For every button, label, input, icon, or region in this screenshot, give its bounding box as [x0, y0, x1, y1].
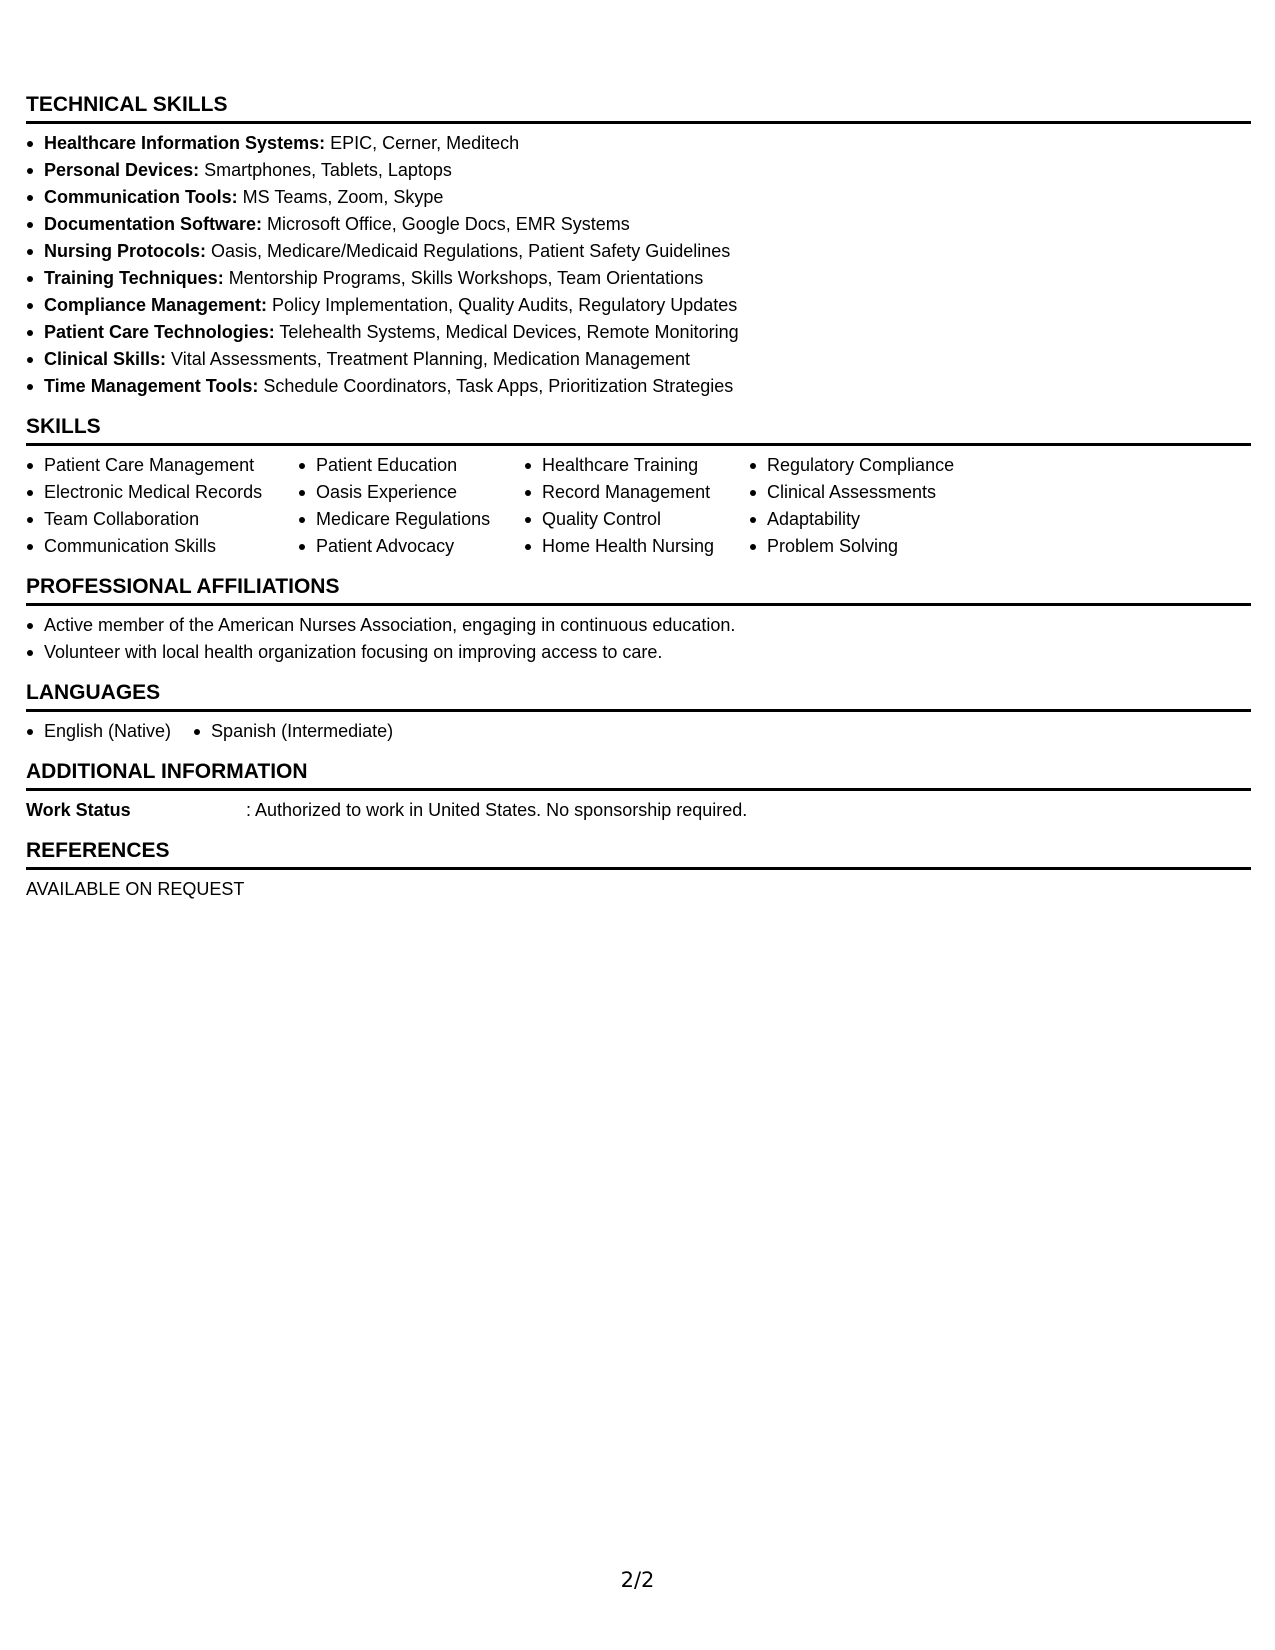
skills-column-2 [298, 452, 524, 560]
list-item: Medicare Regulations [298, 506, 524, 533]
list-item: Problem Solving [749, 533, 1009, 560]
languages-heading: LANGUAGES [26, 680, 1251, 712]
additional-info-section [26, 759, 1251, 824]
work-status-value: : Authorized to work in United States. No sponsorship required. [246, 800, 748, 820]
list-item: Adaptability [749, 506, 1009, 533]
resume-page [26, 92, 1251, 917]
list-item: Spanish (Intermediate) [193, 718, 393, 745]
list-item: Personal Devices: Smartphones, Tablets, Laptops [26, 157, 1251, 184]
list-item: Electronic Medical Records [26, 479, 298, 506]
list-item: Patient Education [298, 452, 524, 479]
references-section [26, 838, 1251, 903]
affiliations-heading: PROFESSIONAL AFFILIATIONS [26, 574, 1251, 606]
list-item: Healthcare Information Systems: EPIC, Cerner, Meditech [26, 130, 1251, 157]
list-item: Team Collaboration [26, 506, 298, 533]
list-item: Nursing Protocols: Oasis, Medicare/Medicaid Regulations, Patient Safety Guidelines [26, 238, 1251, 265]
list-item: Clinical Assessments [749, 479, 1009, 506]
technical-skills-heading: TECHNICAL SKILLS [26, 92, 1251, 124]
references-text: AVAILABLE ON REQUEST [26, 879, 245, 899]
list-item: Documentation Software: Microsoft Office, Google Docs, EMR Systems [26, 211, 1251, 238]
list-item: English (Native) [26, 718, 171, 745]
references-heading: REFERENCES [26, 838, 1251, 870]
list-item: Patient Care Technologies: Telehealth Systems, Medical Devices, Remote Monitoring [26, 319, 1251, 346]
skills-section [26, 414, 1251, 560]
technical-skills-list [26, 130, 1251, 400]
skills-grid [26, 452, 1251, 560]
list-item: Communication Skills [26, 533, 298, 560]
skills-column-3 [524, 452, 749, 560]
languages-section [26, 680, 1251, 745]
list-item: Compliance Management: Policy Implementation, Quality Audits, Regulatory Updates [26, 292, 1251, 319]
additional-info-heading: ADDITIONAL INFORMATION [26, 759, 1251, 791]
affiliations-list [26, 612, 1251, 666]
languages-list [26, 718, 1251, 745]
affiliations-section [26, 574, 1251, 666]
technical-skills-section [26, 92, 1251, 400]
list-item: Regulatory Compliance [749, 452, 1009, 479]
skills-heading: SKILLS [26, 414, 1251, 446]
list-item: Active member of the American Nurses Association, engaging in continuous education. [26, 612, 1251, 639]
skills-column-4 [749, 452, 1009, 560]
work-status-label: Work Status [26, 800, 131, 820]
list-item: Time Management Tools: Schedule Coordinators, Task Apps, Prioritization Strategies [26, 373, 1251, 400]
list-item: Patient Care Management [26, 452, 298, 479]
list-item: Oasis Experience [298, 479, 524, 506]
list-item: Training Techniques: Mentorship Programs, Skills Workshops, Team Orientations [26, 265, 1251, 292]
list-item: Patient Advocacy [298, 533, 524, 560]
skills-column-1 [26, 452, 298, 560]
work-status-row [26, 797, 1251, 824]
list-item: Home Health Nursing [524, 533, 749, 560]
page-number: 2/2 [620, 1568, 655, 1592]
list-item: Quality Control [524, 506, 749, 533]
list-item: Volunteer with local health organization focusing on improving access to care. [26, 639, 1251, 666]
list-item: Communication Tools: MS Teams, Zoom, Skype [26, 184, 1251, 211]
list-item: Clinical Skills: Vital Assessments, Treatment Planning, Medication Management [26, 346, 1251, 373]
list-item: Healthcare Training [524, 452, 749, 479]
list-item: Record Management [524, 479, 749, 506]
